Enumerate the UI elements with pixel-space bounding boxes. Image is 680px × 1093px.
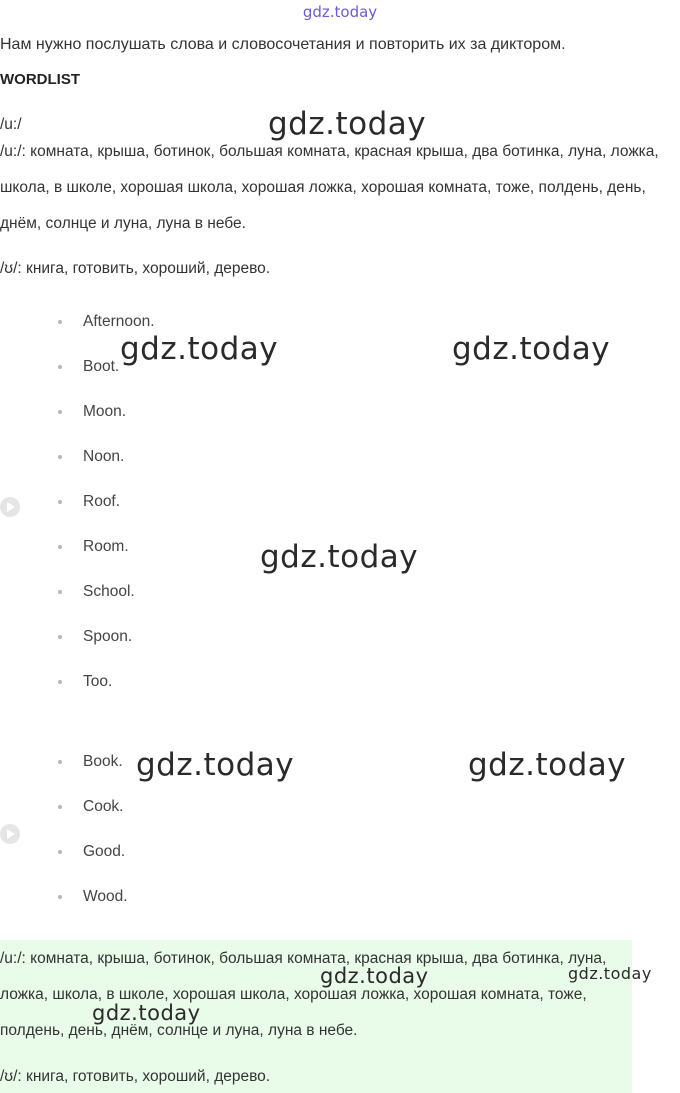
list-item-label: Room. [83, 538, 129, 555]
watermark: gdz.today [568, 964, 652, 983]
list-item-label: Afternoon. [83, 313, 155, 330]
bullet-icon [58, 805, 62, 809]
audio-play-button[interactable] [0, 824, 20, 844]
phoneme-u-long-label: /u:/ [0, 116, 22, 133]
list-item-label: Too. [83, 673, 113, 690]
phoneme-u-short-paragraph: /ʊ/: книга, готовить, хороший, дерево. [0, 260, 271, 277]
watermark: gdz.today [268, 106, 427, 142]
list-item-label: Moon. [83, 403, 127, 420]
list-item-label: Boot. [83, 358, 120, 375]
audio-play-button[interactable] [0, 497, 20, 517]
site-logo[interactable]: gdz.today [302, 3, 378, 21]
bullet-icon [58, 850, 62, 854]
wordlist-heading: WORDLIST [0, 71, 80, 88]
watermark: gdz.today [468, 747, 627, 783]
watermark: gdz.today [120, 331, 279, 367]
bullet-icon [58, 455, 62, 459]
watermark: gdz.today [260, 539, 419, 575]
bullet-icon [58, 760, 62, 764]
answer-u-long-paragraph: /u:/: комната, крыша, ботинок, большая комната, красная крыша, два ботинка, луна, ложка, школа, в школе, хорошая школа, хорошая ложка, хорошая комната, тоже, полдень, день, днём, солнце и луна, луна в небе. [0, 950, 607, 1039]
watermark: gdz.today [92, 1001, 201, 1025]
bullet-icon [58, 635, 62, 639]
intro-text: Нам нужно послушать слова и словосочетания и повторить их за диктором. [0, 36, 566, 53]
bullet-icon [58, 500, 62, 504]
list-item-label: Cook. [83, 798, 124, 815]
bullet-icon [58, 680, 62, 684]
phoneme-u-long-paragraph: /u:/: комната, крыша, ботинок, большая комната, красная крыша, два ботинка, луна, ложка, школа, в школе, хорошая школа, хорошая ложка, хорошая комната, тоже, полдень, день, днём, солнце и луна, луна в небе. [0, 143, 659, 232]
watermark: gdz.today [136, 747, 295, 783]
list-item-label: Good. [83, 843, 126, 860]
bullet-icon [58, 410, 62, 414]
list-item-label: Book. [83, 753, 123, 770]
list-item-label: Roof. [83, 493, 121, 510]
play-icon [7, 829, 15, 839]
bullet-icon [58, 895, 62, 899]
list-item-label: Spoon. [83, 628, 133, 645]
watermark: gdz.today [320, 964, 429, 988]
watermark: gdz.today [452, 331, 611, 367]
bullet-icon [58, 590, 62, 594]
bullet-icon [58, 545, 62, 549]
list-item-label: Wood. [83, 888, 128, 905]
list-item-label: Noon. [83, 448, 125, 465]
bullet-icon [58, 365, 62, 369]
bullet-icon [58, 320, 62, 324]
list-item-label: School. [83, 583, 135, 600]
play-icon [7, 502, 15, 512]
answer-u-short-paragraph: /ʊ/: книга, готовить, хороший, дерево. [0, 1068, 271, 1085]
